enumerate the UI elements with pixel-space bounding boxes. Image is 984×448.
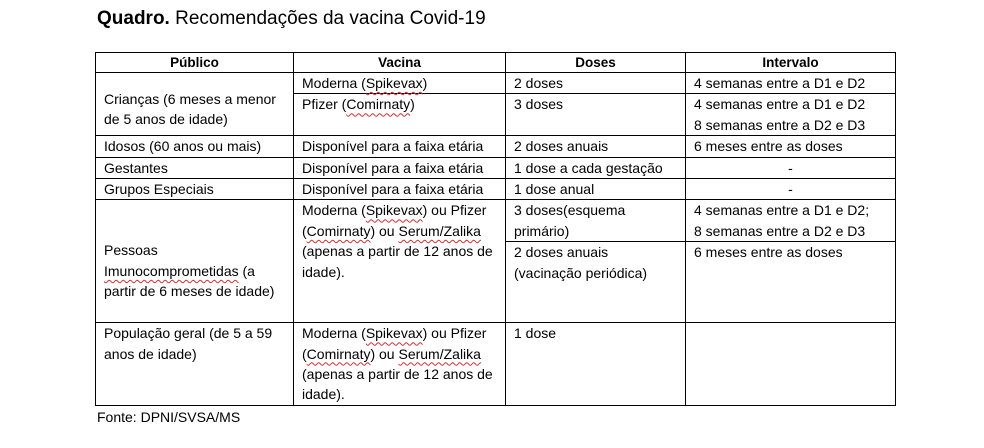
cell-doses: 2 doses anuais <box>506 136 686 157</box>
vacina-text: Moderna ( <box>302 75 366 91</box>
cell-doses: 2 doses <box>506 73 686 94</box>
intervalo-line: 8 semanas entre a D2 e D3 <box>694 116 866 133</box>
vacina-text: (apenas a partir de 12 anos de idade). <box>302 366 493 403</box>
cell-intervalo: - <box>686 179 896 200</box>
cell-doses: 2 doses anuais (vacinação periódica) <box>506 242 686 323</box>
table-row <box>96 179 896 200</box>
cell-intervalo <box>686 323 896 406</box>
vacina-text: Moderna ( <box>302 202 366 219</box>
cell-doses: 1 dose <box>506 323 686 406</box>
vacina-text: ) ou Pfizer ( <box>302 202 487 239</box>
cell-doses: 3 doses <box>506 94 686 136</box>
vacina-brand: Serum/Zalika <box>398 222 481 239</box>
vacina-brand: Spikevax <box>365 202 423 219</box>
table-row <box>96 136 896 157</box>
vacina-text: ) ou <box>370 345 399 362</box>
cell-doses: 3 doses(esquema primário) <box>506 200 686 242</box>
table-source: Fonte: DPNI/SVSA/MS <box>97 409 241 425</box>
header-vacina: Vacina <box>294 53 506 73</box>
cell-publico: Idosos (60 anos ou mais) <box>96 136 294 157</box>
vacina-text: Pfizer ( <box>302 96 347 113</box>
intervalo-line: 4 semanas entre a D1 e D2; <box>694 202 870 219</box>
cell-vacina <box>294 73 506 94</box>
cell-doses: 1 dose anual <box>506 179 686 200</box>
header-intervalo: Intervalo <box>686 53 896 73</box>
vacina-text: ) <box>422 75 428 91</box>
cell-vacina <box>294 323 506 406</box>
table-row <box>96 200 896 242</box>
cell-vacina <box>294 200 506 323</box>
vacina-text: (apenas a partir de 12 anos de idade). <box>302 243 493 280</box>
cell-intervalo: 6 meses entre as doses <box>686 242 896 323</box>
publico-text: (a partir de 6 meses de idade) <box>104 262 275 300</box>
table-row <box>96 73 896 94</box>
table-header-row <box>96 53 896 73</box>
table-row <box>96 323 896 406</box>
cell-publico <box>96 200 294 323</box>
vacina-text: ) <box>410 96 415 113</box>
table-caption <box>97 6 486 32</box>
cell-doses: 1 dose a cada gestação <box>506 157 686 178</box>
cell-publico: População geral (de 5 a 59 anos de idade) <box>96 323 294 406</box>
publico-term: Imunocomprometidas <box>104 262 239 279</box>
intervalo-line: 8 semanas entre a D2 e D3 <box>694 222 866 239</box>
vacina-brand: Spikevax <box>365 75 423 91</box>
cell-intervalo <box>686 94 896 136</box>
cell-intervalo <box>686 200 896 242</box>
cell-publico: Gestantes <box>96 157 294 178</box>
publico-text: Pessoas <box>104 242 158 259</box>
vacina-text: Moderna ( <box>302 325 366 342</box>
cell-vacina <box>294 94 506 136</box>
vacina-brand: Comirnaty <box>306 345 371 362</box>
vaccine-recommendations-table <box>95 52 896 406</box>
cell-intervalo: 6 meses entre as doses <box>686 136 896 157</box>
vacina-text: ) ou Pfizer ( <box>302 325 487 362</box>
vacina-text: ) ou <box>370 222 399 239</box>
caption-text: Recomendações da vacina Covid-19 <box>169 8 486 29</box>
cell-vacina: Disponível para a faixa etária <box>294 157 506 178</box>
cell-intervalo: - <box>686 157 896 178</box>
cell-vacina: Disponível para a faixa etária <box>294 179 506 200</box>
cell-vacina: Disponível para a faixa etária <box>294 136 506 157</box>
vacina-brand: Comirnaty <box>306 222 371 239</box>
caption-label: Quadro. <box>97 8 170 29</box>
vacina-brand: Serum/Zalika <box>398 345 481 362</box>
intervalo-line: 4 semanas entre a D1 e D2 <box>694 96 866 113</box>
header-doses: Doses <box>506 53 686 73</box>
cell-publico <box>96 73 294 136</box>
cell-intervalo: 4 semanas entre a D1 e D2 <box>686 73 896 94</box>
header-publico: Público <box>96 53 294 73</box>
publico-text: Crianças (6 meses a menor de 5 anos de idade) <box>104 90 276 128</box>
cell-publico: Grupos Especiais <box>96 179 294 200</box>
vacina-brand: Spikevax <box>365 325 423 342</box>
table-row <box>96 157 896 178</box>
vacina-brand: Comirnaty <box>346 96 411 113</box>
